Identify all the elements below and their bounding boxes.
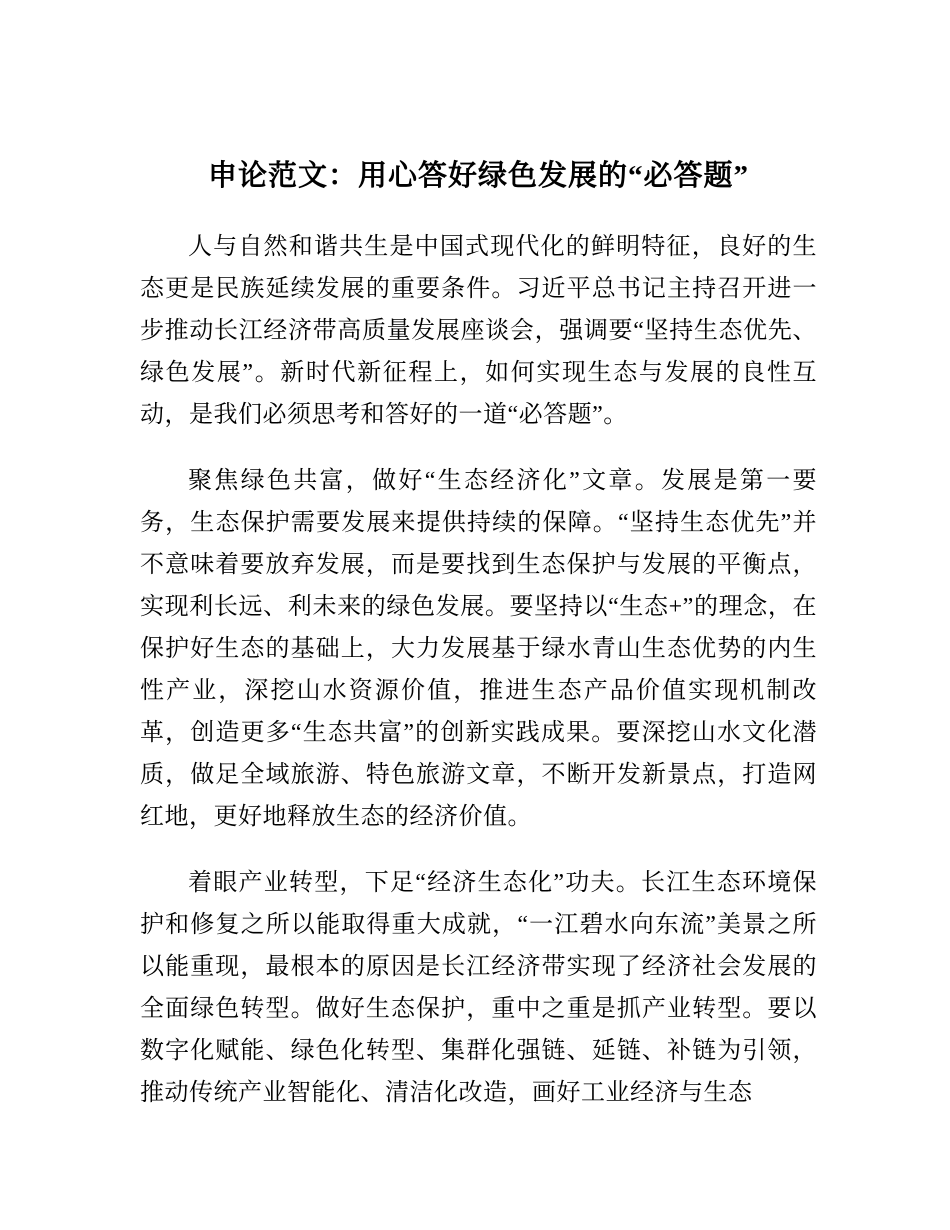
document-title: 申论范文：用心答好绿色发展的“必答题” [207,160,749,192]
paragraph: 人与自然和谐共生是中国式现代化的鲜明特征，良好的生态更是民族延续发展的重要条件。习近平总书记主持召开进一步推动长江经济带高质量发展座谈会，强调要“坚持生态优先、绿色发展”。新时代新征程上，如何实现生态与发展的良性互动，是我们必须思考和答好的一道“必答题”。 [140,233,817,428]
paragraph: 聚焦绿色共富，做好“生态经济化”文章。发展是第一要务，生态保护需要发展来提供持续的保障。“坚持生态优先”并不意味着要放弃发展，而是要找到生态保护与发展的平衡点，实现利长远、利未来的绿色发展。要坚持以“生态+”的理念，在保护好生态的基础上，大力发展基于绿水青山生态优势的内生性产业，深挖山水资源价值，推进生态产品价值实现机制改革，创造更多“生态共富”的创新实践成果。要深挖山水文化潜质，做足全域旅游、特色旅游文章，不断开发新景点，打造网红地，更好地释放生态的经济价值。 [140,467,817,830]
document-body [140,226,817,1114]
paragraph: 着眼产业转型，下足“经济生态化”功夫。长江生态环境保护和修复之所以能取得重大成就，“一江碧水向东流”美景之所以能重现，最根本的原因是长江经济带实现了经济社会发展的全面绿色转型。做好生态保护，重中之重是抓产业转型。要以数字化赋能、绿色化转型、集群化强链、延链、补链为引领，推动传统产业智能化、清洁化改造，画好工业经济与生态 [140,869,817,1106]
